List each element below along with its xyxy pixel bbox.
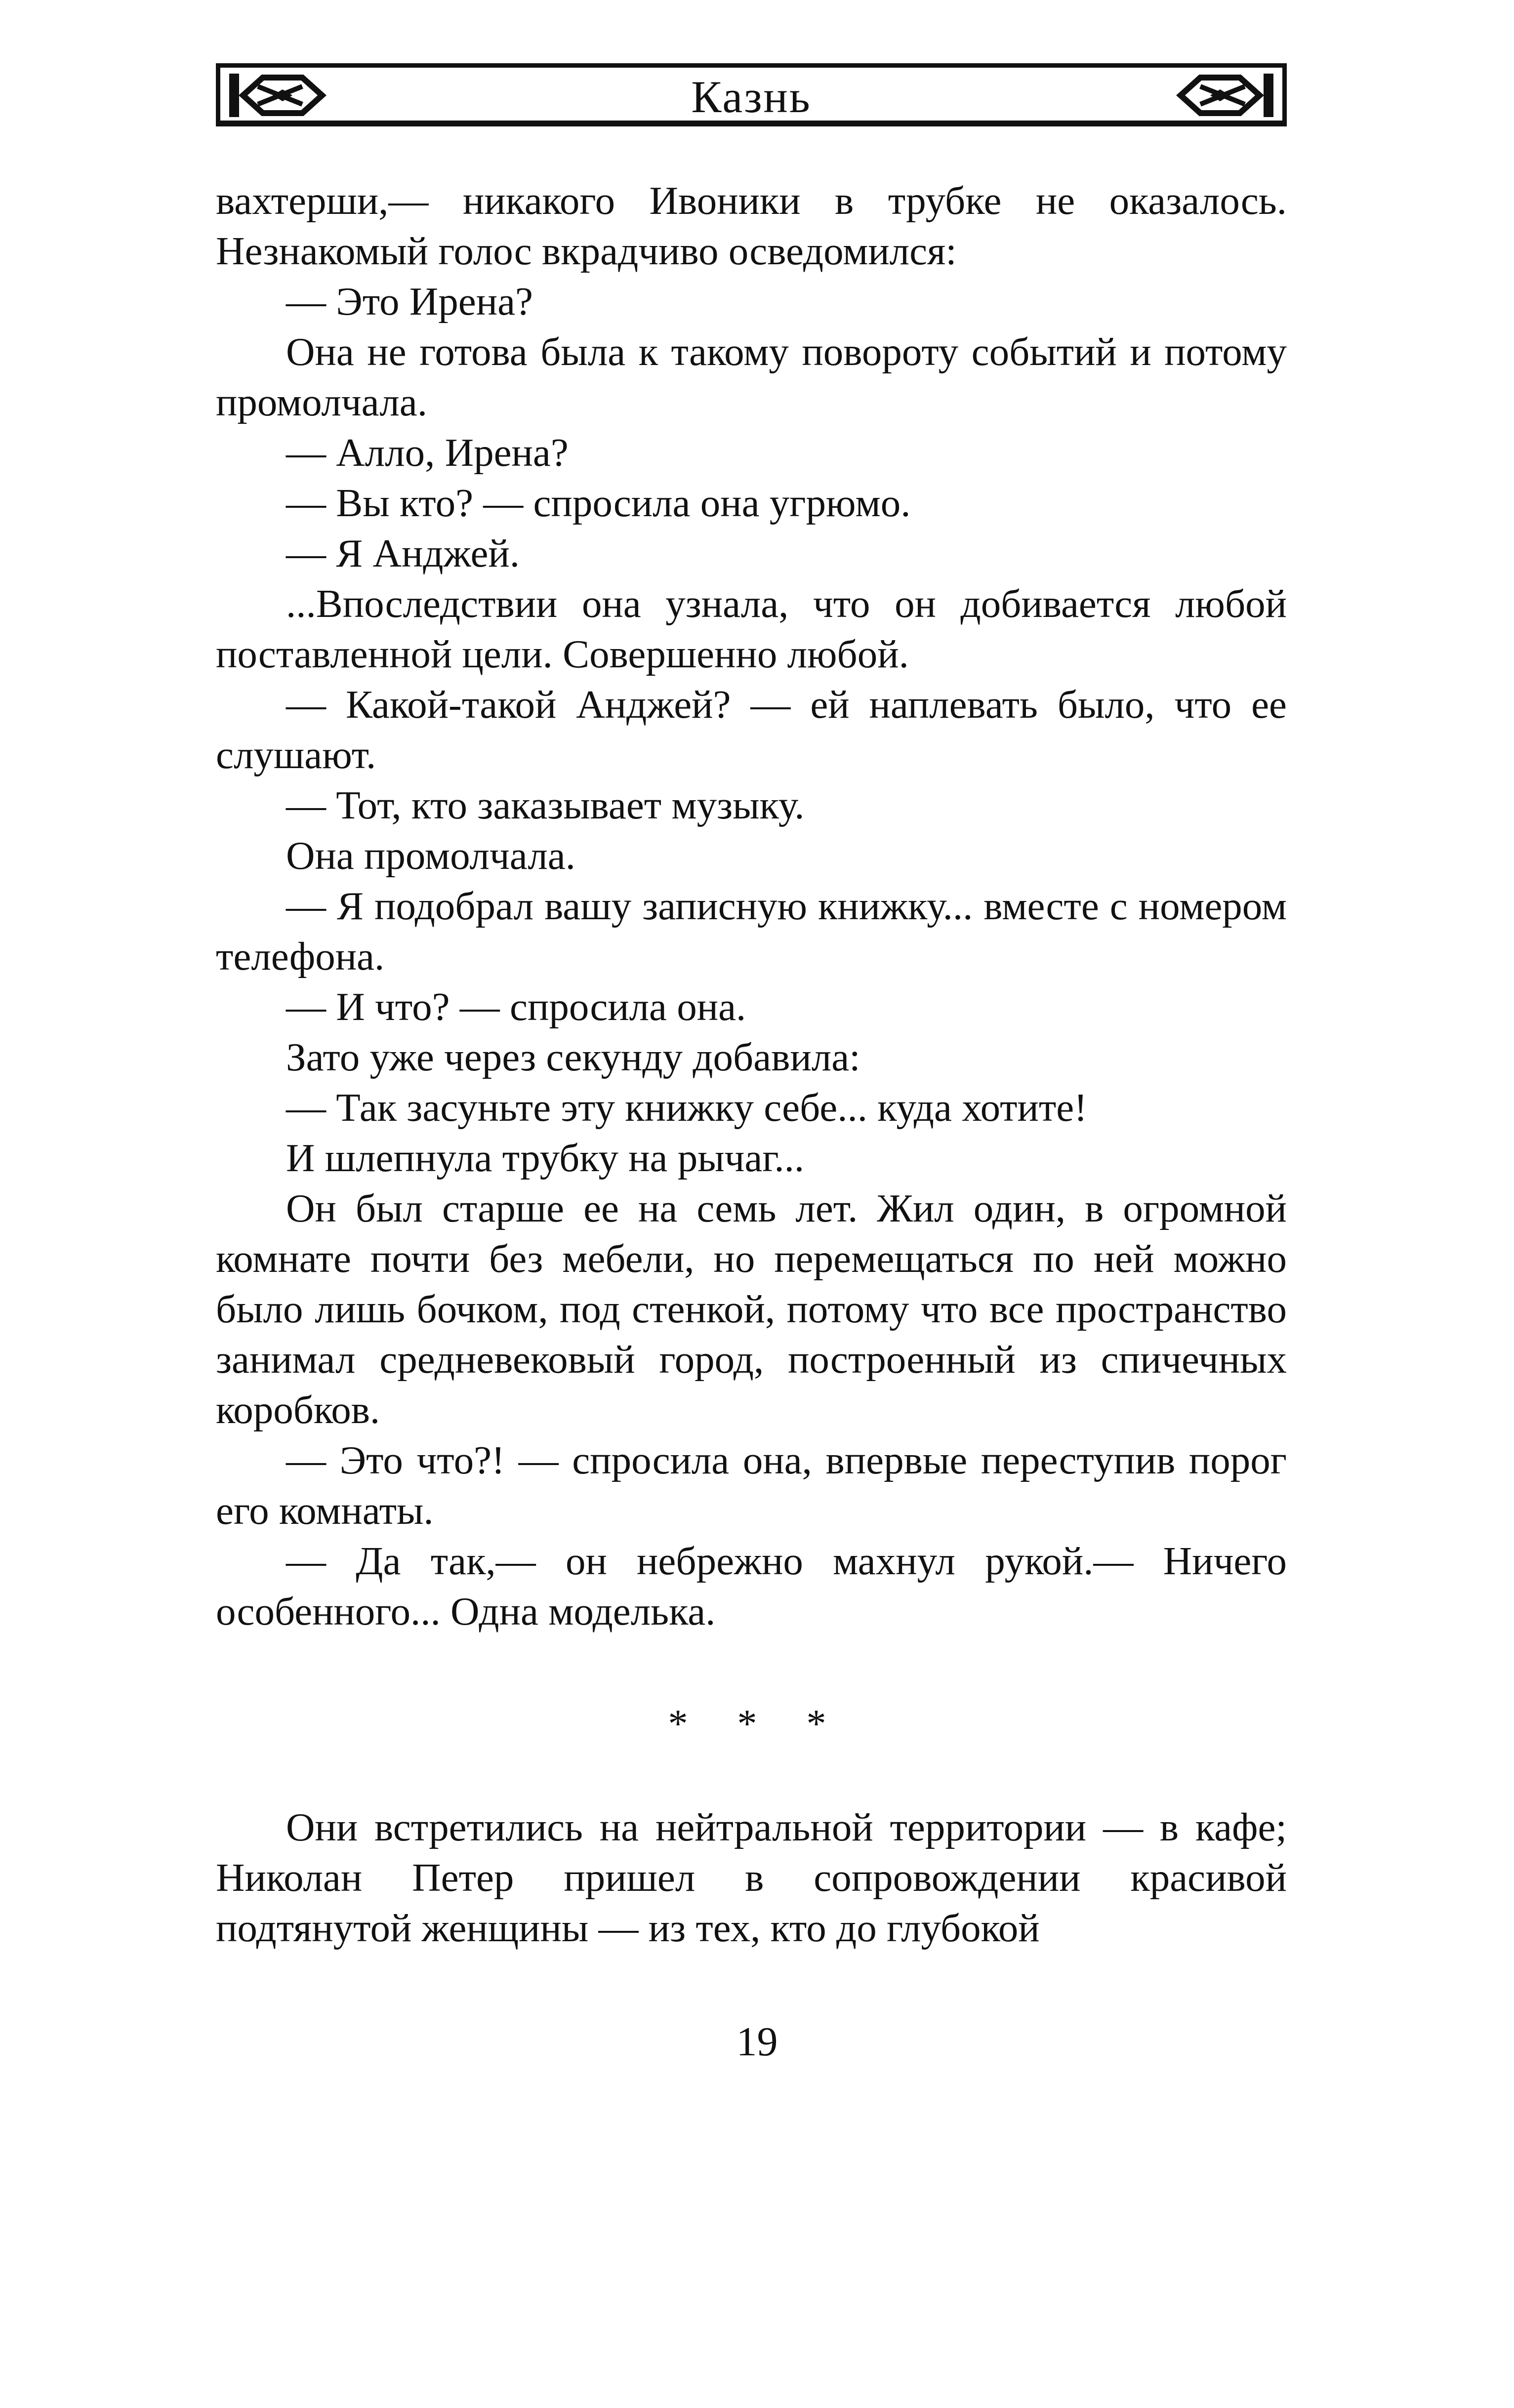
paragraph: — Какой-такой Анджей? — ей наплевать было, что ее слушают. xyxy=(216,682,1287,777)
paragraph: вахтерши,— никакого Ивоники в трубке не оказалось. Незнакомый голос вкрадчиво осведомился: xyxy=(216,178,1287,273)
celtic-knot-icon xyxy=(1171,72,1274,119)
body-text xyxy=(216,175,1287,1636)
paragraph: Зато уже через секунду добавила: xyxy=(286,1035,860,1079)
paragraph: ...Впоследствии она узнала, что он добивается любой поставленной цели. Совершенно любой. xyxy=(216,581,1287,676)
paragraph: И шлепнула трубку на рычаг... xyxy=(286,1136,805,1180)
paragraph: Она промолчала. xyxy=(286,833,575,878)
page-title: Казнь xyxy=(691,72,812,122)
paragraph: — Тот, кто заказывает музыку. xyxy=(286,783,805,827)
paragraph: Они встретились на нейтральной территории — в кафе; Николан Петер пришел в сопровождении красивой подтянутой женщины — из тех, кто до глубокой xyxy=(216,1805,1287,1950)
paragraph: Он был старше ее на семь лет. Жил один, в огромной комнате почти без мебели, но перемещаться по ней можно было лишь бочком, под стенкой, потому что все пространство занимал средневековый город, построенный из спичечных коробков. xyxy=(216,1186,1287,1432)
paragraph: — Вы кто? — спросила она угрюмо. xyxy=(286,481,911,525)
paragraph: — Я Анджей. xyxy=(286,531,520,575)
paragraph: — Это Ирена? xyxy=(286,279,533,324)
page-number: 19 xyxy=(736,2019,778,2065)
paragraph: — Это что?! — спросила она, впервые переступив порог его комнаты. xyxy=(216,1438,1287,1533)
paragraph: — Алло, Ирена? xyxy=(286,430,569,475)
running-header xyxy=(216,63,1287,126)
section-separator: * * * xyxy=(668,1702,846,1746)
paragraph: — И что? — спросила она. xyxy=(286,984,746,1029)
body-text-continued xyxy=(216,1802,1287,1953)
paragraph: — Так засуньте эту книжку себе... куда хотите! xyxy=(286,1085,1088,1130)
paragraph: — Я подобрал вашу записную книжку... вместе с номером телефона. xyxy=(216,884,1287,979)
paragraph: — Да так,— он небрежно махнул рукой.— Ничего особенного... Одна моделька. xyxy=(216,1539,1287,1633)
paragraph: Она не готова была к такому повороту событий и потому промолчала. xyxy=(216,329,1287,424)
